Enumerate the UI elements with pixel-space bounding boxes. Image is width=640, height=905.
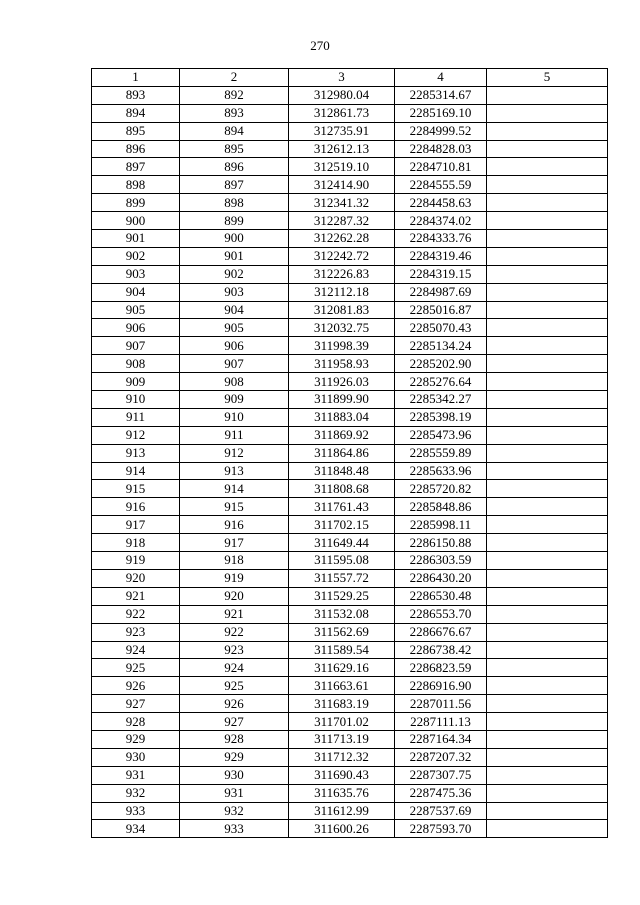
- table-cell-col-4: 2285314.67: [395, 86, 487, 104]
- table-cell-col-5: [487, 104, 608, 122]
- table-cell-col-4: 2286430.20: [395, 569, 487, 587]
- table-cell-col-4: 2286303.59: [395, 552, 487, 570]
- table-cell-col-2: 924: [180, 659, 289, 677]
- table-cell-col-3: 311529.25: [289, 587, 395, 605]
- table-cell-col-4: 2284987.69: [395, 283, 487, 301]
- table-cell-col-2: 922: [180, 623, 289, 641]
- table-cell-col-1: 907: [92, 337, 180, 355]
- table-cell-col-4: 2285848.86: [395, 498, 487, 516]
- table-cell-col-1: 909: [92, 373, 180, 391]
- table-row: [92, 265, 608, 283]
- table-row: [92, 802, 608, 820]
- table-cell-col-1: 920: [92, 569, 180, 587]
- table-row: [92, 444, 608, 462]
- table-cell-col-5: [487, 605, 608, 623]
- table-cell-col-5: [487, 766, 608, 784]
- table-cell-col-3: 311683.19: [289, 695, 395, 713]
- table-cell-col-2: 917: [180, 534, 289, 552]
- table-cell-col-1: 901: [92, 230, 180, 248]
- table-row: [92, 659, 608, 677]
- table-cell-col-1: 930: [92, 748, 180, 766]
- table-cell-col-2: 907: [180, 355, 289, 373]
- table-row: [92, 534, 608, 552]
- table-cell-col-2: 908: [180, 373, 289, 391]
- table-cell-col-2: 904: [180, 301, 289, 319]
- table-cell-col-2: 929: [180, 748, 289, 766]
- table-cell-col-1: 900: [92, 212, 180, 230]
- table-cell-col-4: 2285169.10: [395, 104, 487, 122]
- table-cell-col-2: 932: [180, 802, 289, 820]
- table-cell-col-5: [487, 122, 608, 140]
- table-cell-col-5: [487, 247, 608, 265]
- table-cell-col-1: 912: [92, 426, 180, 444]
- table-row: [92, 122, 608, 140]
- table-cell-col-1: 915: [92, 480, 180, 498]
- table-cell-col-3: 312861.73: [289, 104, 395, 122]
- table-row: [92, 176, 608, 194]
- table-cell-col-4: 2285720.82: [395, 480, 487, 498]
- table-cell-col-3: 312287.32: [289, 212, 395, 230]
- table-cell-col-5: [487, 569, 608, 587]
- table-cell-col-4: 2285473.96: [395, 426, 487, 444]
- table-cell-col-4: 2284319.46: [395, 247, 487, 265]
- table-cell-col-4: 2285276.64: [395, 373, 487, 391]
- table-cell-col-5: [487, 462, 608, 480]
- table-cell-col-5: [487, 784, 608, 802]
- table-cell-col-4: 2286916.90: [395, 677, 487, 695]
- table-cell-col-1: 913: [92, 444, 180, 462]
- table-cell-col-1: 928: [92, 713, 180, 731]
- table-cell-col-3: 312226.83: [289, 265, 395, 283]
- table-row: [92, 730, 608, 748]
- table-cell-col-3: 311761.43: [289, 498, 395, 516]
- table-cell-col-5: [487, 194, 608, 212]
- table-cell-col-2: 933: [180, 820, 289, 838]
- table-row: [92, 283, 608, 301]
- table-cell-col-3: 312341.32: [289, 194, 395, 212]
- table-cell-col-3: 311712.32: [289, 748, 395, 766]
- table-cell-col-2: 921: [180, 605, 289, 623]
- table-cell-col-5: [487, 265, 608, 283]
- table-cell-col-3: 311663.61: [289, 677, 395, 695]
- table-cell-col-1: 934: [92, 820, 180, 838]
- table-cell-col-5: [487, 230, 608, 248]
- coordinates-table: [91, 68, 608, 838]
- table-cell-col-4: 2284319.15: [395, 265, 487, 283]
- table-cell-col-5: [487, 730, 608, 748]
- table-cell-col-1: 893: [92, 86, 180, 104]
- table-cell-col-2: 926: [180, 695, 289, 713]
- table-cell-col-4: 2284458.63: [395, 194, 487, 212]
- column-header-4: 4: [395, 69, 487, 87]
- table-row: [92, 587, 608, 605]
- table-row: [92, 677, 608, 695]
- table-cell-col-5: [487, 587, 608, 605]
- table-row: [92, 230, 608, 248]
- table-cell-col-3: 311635.76: [289, 784, 395, 802]
- table-cell-col-3: 311532.08: [289, 605, 395, 623]
- table-cell-col-3: 311869.92: [289, 426, 395, 444]
- table-row: [92, 319, 608, 337]
- table-cell-col-1: 927: [92, 695, 180, 713]
- table-cell-col-5: [487, 391, 608, 409]
- table-cell-col-5: [487, 176, 608, 194]
- table-cell-col-5: [487, 623, 608, 641]
- table-cell-col-4: 2285633.96: [395, 462, 487, 480]
- table-cell-col-5: [487, 516, 608, 534]
- table-cell-col-5: [487, 480, 608, 498]
- table-cell-col-2: 905: [180, 319, 289, 337]
- table-cell-col-2: 931: [180, 784, 289, 802]
- table-row: [92, 695, 608, 713]
- table-cell-col-4: 2285016.87: [395, 301, 487, 319]
- table-body: [92, 86, 608, 837]
- table-row: [92, 337, 608, 355]
- table-row: [92, 247, 608, 265]
- table-cell-col-2: 914: [180, 480, 289, 498]
- table-row: [92, 623, 608, 641]
- table-cell-col-1: 919: [92, 552, 180, 570]
- table-cell-col-4: 2287593.70: [395, 820, 487, 838]
- table-row: [92, 516, 608, 534]
- table-row: [92, 552, 608, 570]
- table-row: [92, 605, 608, 623]
- table-row: [92, 408, 608, 426]
- column-header-5: 5: [487, 69, 608, 87]
- table-cell-col-1: 923: [92, 623, 180, 641]
- table-cell-col-1: 904: [92, 283, 180, 301]
- table-cell-col-3: 311883.04: [289, 408, 395, 426]
- table-cell-col-2: 915: [180, 498, 289, 516]
- table-cell-col-4: 2287011.56: [395, 695, 487, 713]
- table-cell-col-1: 896: [92, 140, 180, 158]
- table-cell-col-1: 924: [92, 641, 180, 659]
- table-row: [92, 194, 608, 212]
- table-cell-col-3: 311998.39: [289, 337, 395, 355]
- table-cell-col-5: [487, 319, 608, 337]
- table-cell-col-2: 894: [180, 122, 289, 140]
- table-cell-col-4: 2284828.03: [395, 140, 487, 158]
- table-cell-col-4: 2285134.24: [395, 337, 487, 355]
- table-cell-col-2: 920: [180, 587, 289, 605]
- table-cell-col-2: 898: [180, 194, 289, 212]
- table-cell-col-3: 311562.69: [289, 623, 395, 641]
- table-row: [92, 104, 608, 122]
- table-cell-col-4: 2286553.70: [395, 605, 487, 623]
- table-cell-col-1: 932: [92, 784, 180, 802]
- table-cell-col-5: [487, 802, 608, 820]
- table-cell-col-4: 2287537.69: [395, 802, 487, 820]
- table-cell-col-3: 311649.44: [289, 534, 395, 552]
- table-cell-col-4: 2285070.43: [395, 319, 487, 337]
- table-cell-col-3: 312242.72: [289, 247, 395, 265]
- table-row: [92, 373, 608, 391]
- table-row: [92, 301, 608, 319]
- table-cell-col-3: 311848.48: [289, 462, 395, 480]
- table-cell-col-4: 2284333.76: [395, 230, 487, 248]
- table-row: [92, 480, 608, 498]
- table-cell-col-4: 2284374.02: [395, 212, 487, 230]
- table-cell-col-1: 916: [92, 498, 180, 516]
- table-cell-col-4: 2284555.59: [395, 176, 487, 194]
- table-cell-col-3: 311629.16: [289, 659, 395, 677]
- table-cell-col-5: [487, 373, 608, 391]
- table-cell-col-2: 900: [180, 230, 289, 248]
- table-cell-col-2: 925: [180, 677, 289, 695]
- table-cell-col-3: 311702.15: [289, 516, 395, 534]
- table-row: [92, 86, 608, 104]
- table-cell-col-5: [487, 355, 608, 373]
- table-cell-col-3: 312519.10: [289, 158, 395, 176]
- table-cell-col-5: [487, 677, 608, 695]
- table-cell-col-1: 908: [92, 355, 180, 373]
- table-cell-col-5: [487, 534, 608, 552]
- table-cell-col-2: 895: [180, 140, 289, 158]
- table-cell-col-5: [487, 140, 608, 158]
- table-cell-col-1: 926: [92, 677, 180, 695]
- table-cell-col-5: [487, 552, 608, 570]
- table-cell-col-3: 312032.75: [289, 319, 395, 337]
- table-cell-col-3: 311589.54: [289, 641, 395, 659]
- table-row: [92, 748, 608, 766]
- table-row: [92, 212, 608, 230]
- table-cell-col-4: 2287207.32: [395, 748, 487, 766]
- table-cell-col-1: 902: [92, 247, 180, 265]
- table-cell-col-4: 2286150.88: [395, 534, 487, 552]
- table-cell-col-2: 893: [180, 104, 289, 122]
- table-cell-col-2: 916: [180, 516, 289, 534]
- table-row: [92, 713, 608, 731]
- table-cell-col-1: 921: [92, 587, 180, 605]
- table-row: [92, 766, 608, 784]
- table-cell-col-5: [487, 659, 608, 677]
- table-cell-col-5: [487, 498, 608, 516]
- table-cell-col-4: 2286676.67: [395, 623, 487, 641]
- table-cell-col-3: 311612.99: [289, 802, 395, 820]
- table-cell-col-1: 894: [92, 104, 180, 122]
- table-cell-col-2: 910: [180, 408, 289, 426]
- table-cell-col-2: 918: [180, 552, 289, 570]
- table-cell-col-5: [487, 713, 608, 731]
- table-cell-col-5: [487, 301, 608, 319]
- table-cell-col-2: 902: [180, 265, 289, 283]
- table-row: [92, 426, 608, 444]
- table-cell-col-4: 2285398.19: [395, 408, 487, 426]
- table-cell-col-2: 897: [180, 176, 289, 194]
- table-cell-col-4: 2287164.34: [395, 730, 487, 748]
- table-cell-col-1: 925: [92, 659, 180, 677]
- table-row: [92, 355, 608, 373]
- table-cell-col-1: 897: [92, 158, 180, 176]
- table-cell-col-1: 914: [92, 462, 180, 480]
- table-cell-col-3: 312112.18: [289, 283, 395, 301]
- table-cell-col-3: 311690.43: [289, 766, 395, 784]
- table-cell-col-2: 906: [180, 337, 289, 355]
- table-cell-col-4: 2287307.75: [395, 766, 487, 784]
- table-cell-col-2: 892: [180, 86, 289, 104]
- table-cell-col-4: 2286823.59: [395, 659, 487, 677]
- table-cell-col-5: [487, 212, 608, 230]
- table-cell-col-1: 922: [92, 605, 180, 623]
- table-cell-col-4: 2285342.27: [395, 391, 487, 409]
- table-cell-col-2: 899: [180, 212, 289, 230]
- table-cell-col-1: 905: [92, 301, 180, 319]
- table-cell-col-1: 911: [92, 408, 180, 426]
- table-cell-col-3: 311808.68: [289, 480, 395, 498]
- table-cell-col-5: [487, 408, 608, 426]
- table-cell-col-2: 923: [180, 641, 289, 659]
- table-cell-col-5: [487, 748, 608, 766]
- table-cell-col-5: [487, 337, 608, 355]
- table-cell-col-3: 311864.86: [289, 444, 395, 462]
- column-header-1: 1: [92, 69, 180, 87]
- table-cell-col-3: 311926.03: [289, 373, 395, 391]
- table-cell-col-2: 901: [180, 247, 289, 265]
- table-cell-col-4: 2287111.13: [395, 713, 487, 731]
- table-cell-col-3: 312735.91: [289, 122, 395, 140]
- table-cell-col-3: 311557.72: [289, 569, 395, 587]
- table-row: [92, 462, 608, 480]
- table-cell-col-1: 917: [92, 516, 180, 534]
- table-cell-col-1: 931: [92, 766, 180, 784]
- table-cell-col-5: [487, 820, 608, 838]
- table-cell-col-3: 311595.08: [289, 552, 395, 570]
- table-cell-col-3: 312414.90: [289, 176, 395, 194]
- table-cell-col-4: 2284710.81: [395, 158, 487, 176]
- table-cell-col-1: 929: [92, 730, 180, 748]
- table-cell-col-2: 896: [180, 158, 289, 176]
- table-row: [92, 820, 608, 838]
- table-cell-col-4: 2286530.48: [395, 587, 487, 605]
- page-number: 270: [310, 38, 330, 53]
- table-cell-col-5: [487, 695, 608, 713]
- table-cell-col-2: 913: [180, 462, 289, 480]
- table-cell-col-2: 930: [180, 766, 289, 784]
- table-cell-col-3: 312612.13: [289, 140, 395, 158]
- table-row: [92, 498, 608, 516]
- table-cell-col-1: 906: [92, 319, 180, 337]
- table-cell-col-4: 2287475.36: [395, 784, 487, 802]
- table-row: [92, 391, 608, 409]
- table-cell-col-3: 312262.28: [289, 230, 395, 248]
- table-cell-col-5: [487, 426, 608, 444]
- table-row: [92, 158, 608, 176]
- table-cell-col-4: 2285559.89: [395, 444, 487, 462]
- table-cell-col-5: [487, 283, 608, 301]
- table-cell-col-4: 2285998.11: [395, 516, 487, 534]
- table-row: [92, 569, 608, 587]
- table-cell-col-2: 927: [180, 713, 289, 731]
- table-cell-col-2: 919: [180, 569, 289, 587]
- table-cell-col-1: 899: [92, 194, 180, 212]
- table-cell-col-2: 911: [180, 426, 289, 444]
- table-cell-col-1: 918: [92, 534, 180, 552]
- column-header-3: 3: [289, 69, 395, 87]
- table-cell-col-1: 910: [92, 391, 180, 409]
- table-cell-col-3: 312980.04: [289, 86, 395, 104]
- table-header-row: [92, 69, 608, 87]
- table-cell-col-3: 311713.19: [289, 730, 395, 748]
- table-cell-col-3: 311701.02: [289, 713, 395, 731]
- table-cell-col-2: 909: [180, 391, 289, 409]
- table-cell-col-4: 2286738.42: [395, 641, 487, 659]
- table-cell-col-1: 933: [92, 802, 180, 820]
- table-cell-col-5: [487, 641, 608, 659]
- table-cell-col-4: 2284999.52: [395, 122, 487, 140]
- table-cell-col-1: 903: [92, 265, 180, 283]
- column-header-2: 2: [180, 69, 289, 87]
- table-cell-col-3: 312081.83: [289, 301, 395, 319]
- table-cell-col-5: [487, 444, 608, 462]
- table-cell-col-1: 898: [92, 176, 180, 194]
- table-cell-col-5: [487, 158, 608, 176]
- table-cell-col-2: 903: [180, 283, 289, 301]
- table-cell-col-1: 895: [92, 122, 180, 140]
- table-cell-col-3: 311958.93: [289, 355, 395, 373]
- table-cell-col-3: 311899.90: [289, 391, 395, 409]
- table-cell-col-3: 311600.26: [289, 820, 395, 838]
- table-cell-col-5: [487, 86, 608, 104]
- table-row: [92, 140, 608, 158]
- table-cell-col-2: 912: [180, 444, 289, 462]
- table-cell-col-2: 928: [180, 730, 289, 748]
- table-row: [92, 784, 608, 802]
- table-row: [92, 641, 608, 659]
- table-cell-col-4: 2285202.90: [395, 355, 487, 373]
